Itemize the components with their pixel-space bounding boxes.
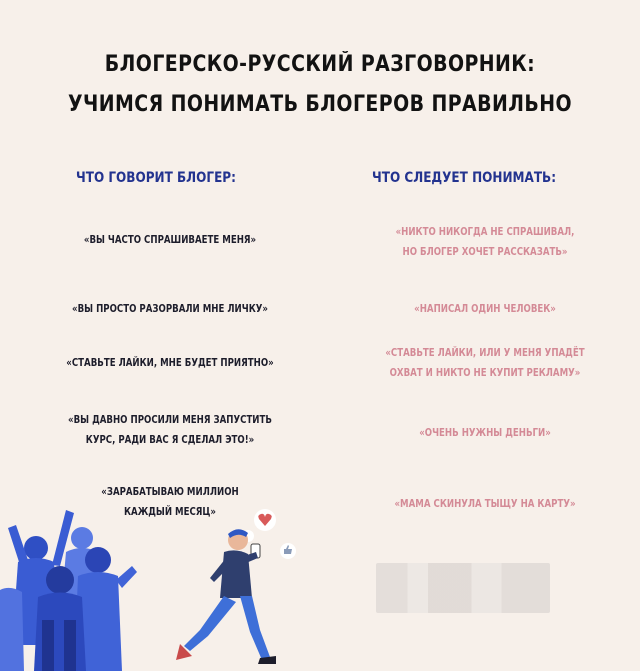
- blogger-phrase-5-line-2: КАЖДЫЙ МЕСЯЦ»: [124, 506, 216, 518]
- meaning-phrase-2: [366, 299, 604, 319]
- meaning-phrase-5-line-1: «МАМА СКИНУЛА ТЫЩУ НА КАРТУ»: [394, 498, 576, 510]
- meaning-phrase-3-line-2: ОХВАТ И НИКТО НЕ КУПИТ РЕКЛАМУ»: [389, 367, 581, 379]
- cheering-crowd: [0, 510, 137, 671]
- column-header-blogger-says: ЧТО ГОВОРИТ БЛОГЕР:: [76, 170, 236, 186]
- meaning-phrase-1-line-1: «НИКТО НИКОГДА НЕ СПРАШИВАЛ,: [395, 226, 575, 238]
- blogger-phrase-3: [31, 353, 310, 373]
- blogger-phrase-5-line-1: «ЗАРАБАТЫВАЮ МИЛЛИОН: [101, 486, 239, 498]
- like-icon: [280, 543, 296, 559]
- blogger-phrase-1: [31, 230, 310, 250]
- meaning-phrase-1-line-2: НО БЛОГЕР ХОЧЕТ РАССКАЗАТЬ»: [402, 246, 568, 258]
- heart-icon: [254, 509, 276, 531]
- meaning-phrase-1: [366, 222, 604, 262]
- meaning-phrase-4: [366, 423, 604, 443]
- blogger-phrase-4: [31, 410, 310, 450]
- blogger-phrase-3-line-1: «СТАВЬТЕ ЛАЙКИ, МНЕ БУДЕТ ПРИЯТНО»: [66, 357, 274, 369]
- meaning-phrase-3-line-1: «СТАВЬТЕ ЛАЙКИ, ИЛИ У МЕНЯ УПАДЁТ: [385, 347, 585, 359]
- blogger-phrase-4-line-2: КУРС, РАДИ ВАС Я СДЕЛАЛ ЭТО!»: [85, 434, 255, 446]
- blogger-phrase-1-line-1: «ВЫ ЧАСТО СПРАШИВАЕТЕ МЕНЯ»: [83, 234, 257, 246]
- column-header-meaning: ЧТО СЛЕДУЕТ ПОНИМАТЬ:: [372, 170, 557, 186]
- meaning-phrase-3: [366, 343, 604, 383]
- blogger-phrase-2: [31, 299, 310, 319]
- meaning-phrase-2-line-1: «НАПИСАЛ ОДИН ЧЕЛОВЕК»: [414, 303, 556, 315]
- blogger-phrase-4-line-1: «ВЫ ДАВНО ПРОСИЛИ МЕНЯ ЗАПУСТИТЬ: [68, 414, 272, 426]
- blurred-watermark: [376, 563, 550, 613]
- blogger-crowd-illustration: [0, 470, 340, 671]
- running-blogger: [176, 529, 276, 664]
- meaning-phrase-4-line-1: «ОЧЕНЬ НУЖНЫ ДЕНЬГИ»: [419, 427, 551, 439]
- meaning-phrase-5: [366, 494, 604, 514]
- title-line-1: БЛОГЕРСКО-РУССКИЙ РАЗГОВОРНИК:: [104, 52, 536, 77]
- title-line-2: УЧИМСЯ ПОНИМАТЬ БЛОГЕРОВ ПРАВИЛЬНО: [68, 92, 572, 117]
- blogger-phrase-2-line-1: «ВЫ ПРОСТО РАЗОРВАЛИ МНЕ ЛИЧКУ»: [72, 303, 268, 315]
